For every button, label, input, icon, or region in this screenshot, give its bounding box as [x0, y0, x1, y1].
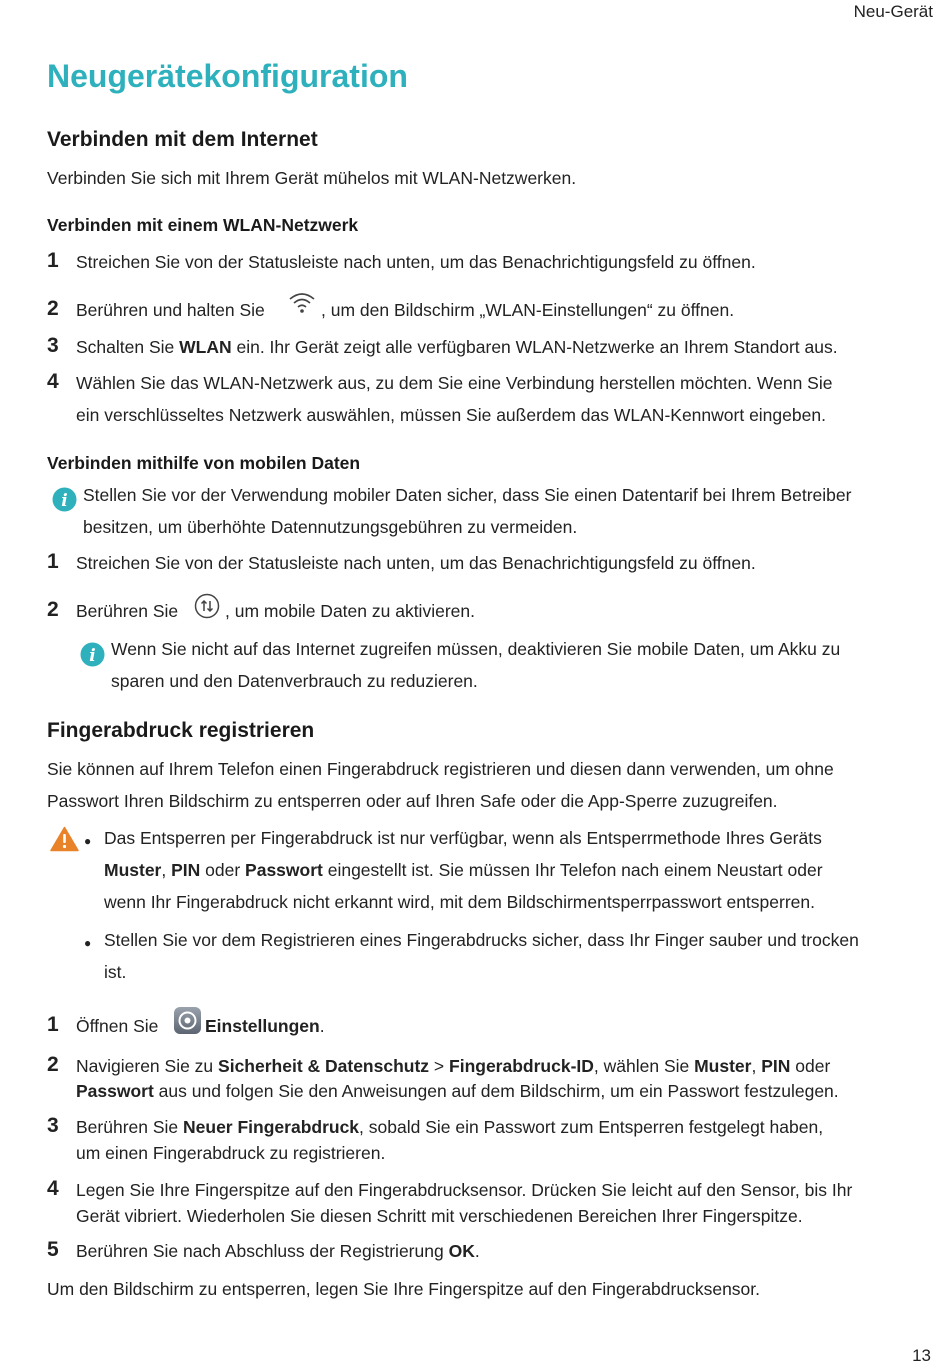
mobile-step-1: Streichen Sie von der Statusleiste nach unten, um das Benachrichtigungsfeld zu öffnen.: [76, 553, 756, 573]
warning-1-line-3: wenn Ihr Fingerabdruck nicht erkannt wird, mit dem Bildschirmentsperrpasswort entsperren.: [104, 892, 815, 912]
step-number: 4: [47, 370, 59, 393]
step-number: 2: [47, 1053, 59, 1076]
subheading-mobile-data: Verbinden mithilfe von mobilen Daten: [47, 453, 361, 473]
fingerprint-step-3-line-2: um einen Fingerabdruck zu registrieren.: [76, 1143, 386, 1163]
bullet: ●: [84, 834, 92, 848]
wlan-step-3: Schalten Sie WLAN ein. Ihr Gerät zeigt alle verfügbaren WLAN-Netzwerke an Ihrem Standort aus.: [76, 337, 838, 357]
fingerprint-outro: Um den Bildschirm zu entsperren, legen Sie Ihre Fingerspitze auf den Fingerabdrucksensor.: [47, 1279, 761, 1299]
svg-text:i: i: [89, 646, 96, 666]
wlan-step-1: Streichen Sie von der Statusleiste nach unten, um das Benachrichtigungsfeld zu öffnen.: [76, 252, 756, 272]
step-number: 1: [47, 1013, 59, 1036]
page-number: 13: [912, 1346, 931, 1365]
page-title: Neugerätekonfiguration: [47, 58, 408, 94]
warning-1-line-2: Muster, PIN oder Passwort eingestellt ist. Sie müssen Ihr Telefon nach einem Neustart oder: [104, 860, 823, 880]
fingerprint-step-3-line-1: Berühren Sie Neuer Fingerabdruck, sobald Sie ein Passwort zum Entsperren festgelegt haben,: [76, 1117, 824, 1137]
info-icon: [80, 642, 105, 672]
step-number: 2: [47, 598, 59, 621]
warning-2-line-1: Stellen Sie vor dem Registrieren eines Fingerabdrucks sicher, dass Ihr Finger sauber und trocken: [104, 930, 859, 950]
mobile-data-icon: [194, 593, 220, 624]
mobile-note-1-line-1: Stellen Sie vor der Verwendung mobiler Daten sicher, dass Sie einen Datentarif bei Ihrem Betreiber: [83, 485, 852, 505]
wlan-step-4-line-1: Wählen Sie das WLAN-Netzwerk aus, zu dem Sie eine Verbindung herstellen möchten. Wenn Sie: [76, 373, 833, 393]
section-heading-fingerprint: Fingerabdruck registrieren: [47, 719, 315, 742]
step-number: 1: [47, 550, 59, 573]
subheading-wlan: Verbinden mit einem WLAN-Netzwerk: [47, 215, 359, 235]
fingerprint-step-2-line-2: Passwort aus und folgen Sie den Anweisungen auf dem Bildschirm, um ein Passwort festzulegen.: [76, 1081, 839, 1101]
wlan-step-2-text-b: , um den Bildschirm „WLAN-Einstellungen“ zu öffnen.: [321, 300, 735, 320]
step-number: 5: [47, 1238, 59, 1261]
fingerprint-intro-line-2: Passwort Ihren Bildschirm zu entsperren oder auf Ihren Safe oder die App-Sperre zuzugreifen.: [47, 791, 778, 811]
mobile-step-2-text-a: Berühren Sie: [76, 601, 179, 621]
svg-text:i: i: [61, 491, 68, 511]
running-header: Neu-Gerät: [853, 2, 933, 21]
step-number: 2: [47, 297, 59, 320]
warning-2-line-2: ist.: [104, 962, 127, 982]
step-number: 3: [47, 334, 59, 357]
mobile-step-2-text-b: , um mobile Daten zu aktivieren.: [225, 601, 475, 621]
mobile-note-2-line-2: sparen und den Datenverbrauch zu reduzieren.: [111, 671, 478, 691]
info-icon: [52, 487, 77, 517]
fingerprint-step-1-text-a: Öffnen Sie: [76, 1016, 159, 1036]
mobile-note-2-line-1: Wenn Sie nicht auf das Internet zugreifen müssen, deaktivieren Sie mobile Daten, um Akku zu: [111, 639, 841, 659]
wlan-step-2-text-a: Berühren und halten Sie: [76, 300, 265, 320]
fingerprint-step-4-line-2: Gerät vibriert. Wiederholen Sie diesen Schritt mit verschiedenen Bereichen Ihrer Fingerspitze.: [76, 1206, 803, 1226]
warning-1-line-1: Das Entsperren per Fingerabdruck ist nur verfügbar, wenn als Entsperrmethode Ihres Geräts: [104, 828, 822, 848]
fingerprint-intro-line-1: Sie können auf Ihrem Telefon einen Fingerabdruck registrieren und diesen dann verwenden, um ohne: [47, 759, 834, 779]
fingerprint-step-2-line-1: Navigieren Sie zu Sicherheit & Datenschutz > Fingerabdruck-ID, wählen Sie Muster, PIN oder: [76, 1056, 831, 1076]
fingerprint-step-1-text-b: Einstellungen.: [205, 1016, 325, 1036]
fingerprint-step-4-line-1: Legen Sie Ihre Fingerspitze auf den Fingerabdrucksensor. Drücken Sie leicht auf den Sensor, bis Ihr: [76, 1180, 853, 1200]
warning-icon: [50, 826, 79, 857]
section-heading-internet: Verbinden mit dem Internet: [47, 128, 318, 151]
mobile-note-1-line-2: besitzen, um überhöhte Datennutzungsgebühren zu vermeiden.: [83, 517, 578, 537]
step-number: 1: [47, 249, 59, 272]
internet-intro: Verbinden Sie sich mit Ihrem Gerät mühelos mit WLAN-Netzwerken.: [47, 168, 577, 188]
fingerprint-step-5: Berühren Sie nach Abschluss der Registrierung OK.: [76, 1241, 480, 1261]
wlan-step-4-line-2: ein verschlüsseltes Netzwerk auswählen, müssen Sie außerdem das WLAN-Kennwort eingeben.: [76, 405, 826, 425]
wifi-icon: [287, 290, 317, 321]
bullet: ●: [84, 936, 92, 950]
step-number: 3: [47, 1114, 59, 1137]
settings-icon: [173, 1006, 202, 1040]
step-number: 4: [47, 1177, 59, 1200]
